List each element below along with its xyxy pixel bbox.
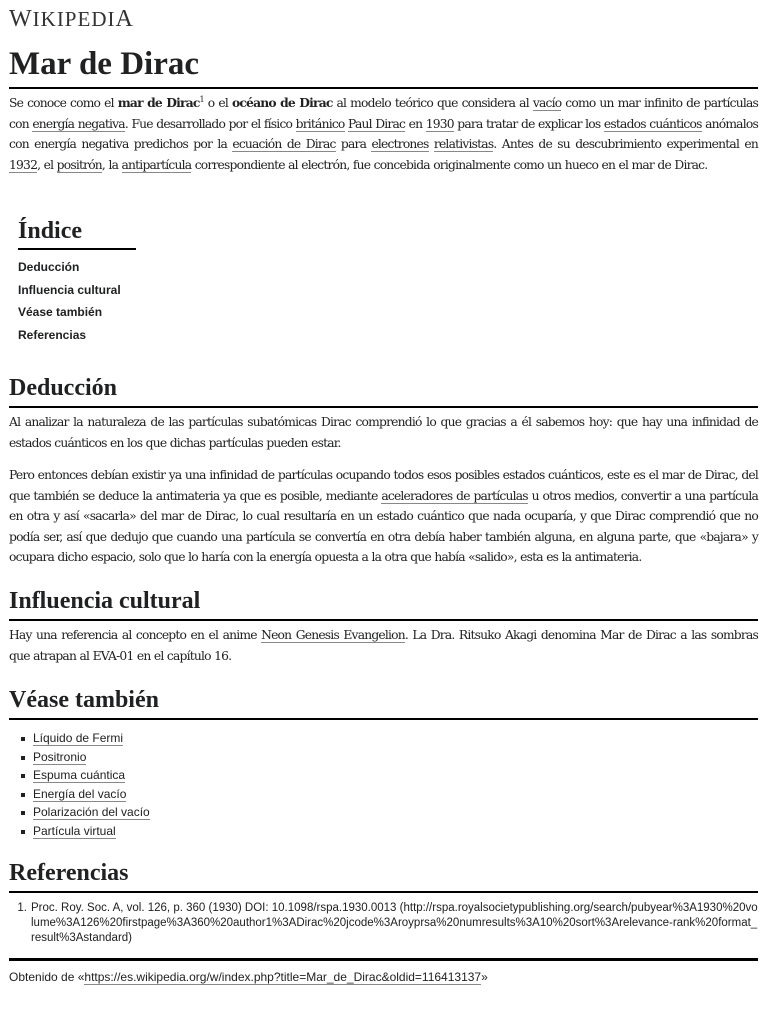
wordmark-middle: IKIPEDI [32, 7, 116, 31]
lead-bold-term: mar de Dirac [117, 95, 200, 110]
list-item [19, 822, 150, 841]
link-1932[interactable]: 1932 [9, 157, 38, 172]
toc-title: Índice [18, 216, 136, 250]
link-electrones[interactable]: electrones [371, 137, 429, 151]
link-positronio[interactable]: Positronio [33, 749, 87, 764]
influencia-paragraph: Hay una referencia al concepto en el anime Neon Genesis Evangelion. La Dra. Ritsuko Akagi denomina Mar de Dirac a las sombras que atrapan al EVA-01 en el capítulo 16. [9, 628, 758, 663]
section-heading-vease-tambien: Véase también [9, 687, 159, 713]
footer-prefix: Obtenido de « [9, 970, 85, 984]
page-title: Mar de Dirac [9, 46, 199, 82]
link-ecuacion-de-dirac[interactable]: ecuación de Dirac [232, 137, 336, 151]
section-divider [9, 406, 758, 408]
lead-paragraph: Se conoce como el mar de Dirac$^1$ o el océano de Dirac al modelo teórico que considera al vacío como un mar infinito de partículas con energía negativa. Fue desarrollado por el físico británico Paul Dirac en 1930 para tratar de explicar los estados cuánticos anómalos con energía negativa predichos por la ecuación de Dirac para electrones relativistas. Antes de su descubrimiento experimental en 1932, el positrón, la antipartícula correspondiente al electrón, fue concebida originalmente como un hueco en el mar de Dirac. [9, 94, 759, 172]
deduccion-paragraph-1: Al analizar la naturaleza de las partículas subatómicas Dirac comprendió lo que gracias a él sabemos hoy: que hay una infinidad de estados cuánticos en los que dichas partículas pueden estar. [9, 415, 758, 450]
see-also-list [19, 729, 150, 841]
link-espuma-cuantica[interactable]: Espuma cuántica [33, 768, 126, 783]
wikipedia-logo[interactable] [9, 6, 134, 33]
list-item [19, 803, 150, 822]
reference-number: 1. [17, 902, 27, 914]
link-neon-genesis-evangelion[interactable]: Neon Genesis Evangelion [261, 628, 405, 642]
lead-bold-term-2: océano de Dirac [231, 95, 333, 110]
reference-text[interactable]: Proc. Roy. Soc. A, vol. 126, p. 360 (1930) DOI: 10.1098/rspa.1930.0013 (http://rspa.royalsocietypublishing.org/search/pubyear%3A1930%20volume%3A126%20firstpage%3A360%20author1%3ADirac%20jcode%3Aroyprsa%20numresults%3A10%20sort%3Arelevance-rank%20format_result%3Astandard) [31, 902, 758, 944]
retrieved-from [9, 969, 488, 985]
link-aceleradores-de-particulas[interactable]: aceleradores de partículas [381, 488, 528, 503]
link-positron[interactable]: positrón [56, 157, 102, 172]
toc-item-vease-tambien[interactable]: Véase también [18, 305, 103, 319]
reference-item [9, 901, 758, 946]
section-heading-deduccion: Deducción [9, 375, 117, 401]
link-liquido-de-fermi[interactable]: Líquido de Fermi [33, 731, 124, 745]
list-item [19, 785, 150, 804]
link-vacio[interactable]: vacío [532, 96, 562, 110]
list-item [19, 748, 150, 767]
list-item [19, 766, 150, 785]
toc-item-influencia-cultural[interactable]: Influencia cultural [18, 282, 121, 297]
title-divider [9, 87, 758, 89]
references-list [9, 901, 758, 946]
link-1930[interactable]: 1930 [425, 116, 454, 131]
section-divider [9, 718, 758, 720]
section-divider [9, 891, 758, 893]
link-particula-virtual[interactable]: Partícula virtual [33, 823, 116, 838]
section-heading-influencia-cultural: Influencia cultural [9, 588, 201, 614]
wordmark-last-letter: A [115, 6, 134, 32]
link-relativistas[interactable]: relativistas [433, 137, 494, 151]
section-heading-referencias: Referencias [9, 860, 129, 886]
footer-suffix: » [481, 970, 488, 984]
link-energia-del-vacio[interactable]: Energía del vacío [33, 786, 127, 801]
footer-divider [9, 958, 758, 961]
link-paul-dirac[interactable]: Paul Dirac [348, 116, 406, 131]
toc-item-deduccion[interactable]: Deducción [18, 260, 80, 274]
toc-item-referencias[interactable]: Referencias [18, 327, 87, 342]
list-item [19, 729, 150, 748]
link-polarizacion-del-vacio[interactable]: Polarización del vacío [33, 805, 150, 820]
wordmark-first-letter: W [9, 6, 33, 32]
table-of-contents [18, 256, 121, 346]
link-britanico[interactable]: británico [295, 116, 345, 131]
link-estados-cuanticos[interactable]: estados cuánticos [603, 116, 702, 131]
link-energia-negativa[interactable]: energía negativa [32, 116, 125, 131]
deduccion-paragraph-2: Pero entonces debían existir ya una infinidad de partículas ocupando todos esos posibles estados cuánticos, este es el mar de Dirac, del que también se deduce la antimateria ya que es posible, mediante aceleradores de partículas u otros medios, convertir a una partícula en otra y así «sacarla» del mar de Dirac, lo cual resultaría en un estado cuántico que nada ocuparía, y que Dirac comprendió que no podía ser, así que dedujo que cuando una partícula se convertía en otra debía haber también alguna, en alguna parte, que «bajara» y ocupara dicho espacio, solo que lo haría con la energía opuesta a la otra que había «salido», esta es la antimateria. [9, 468, 758, 564]
footnote-ref-1[interactable]: 1 [199, 94, 204, 104]
section-divider [9, 619, 758, 621]
link-antiparticula[interactable]: antipartícula [121, 157, 192, 172]
permanent-link[interactable]: https://es.wikipedia.org/w/index.php?title=Mar_de_Dirac&oldid=116413137 [84, 970, 482, 984]
